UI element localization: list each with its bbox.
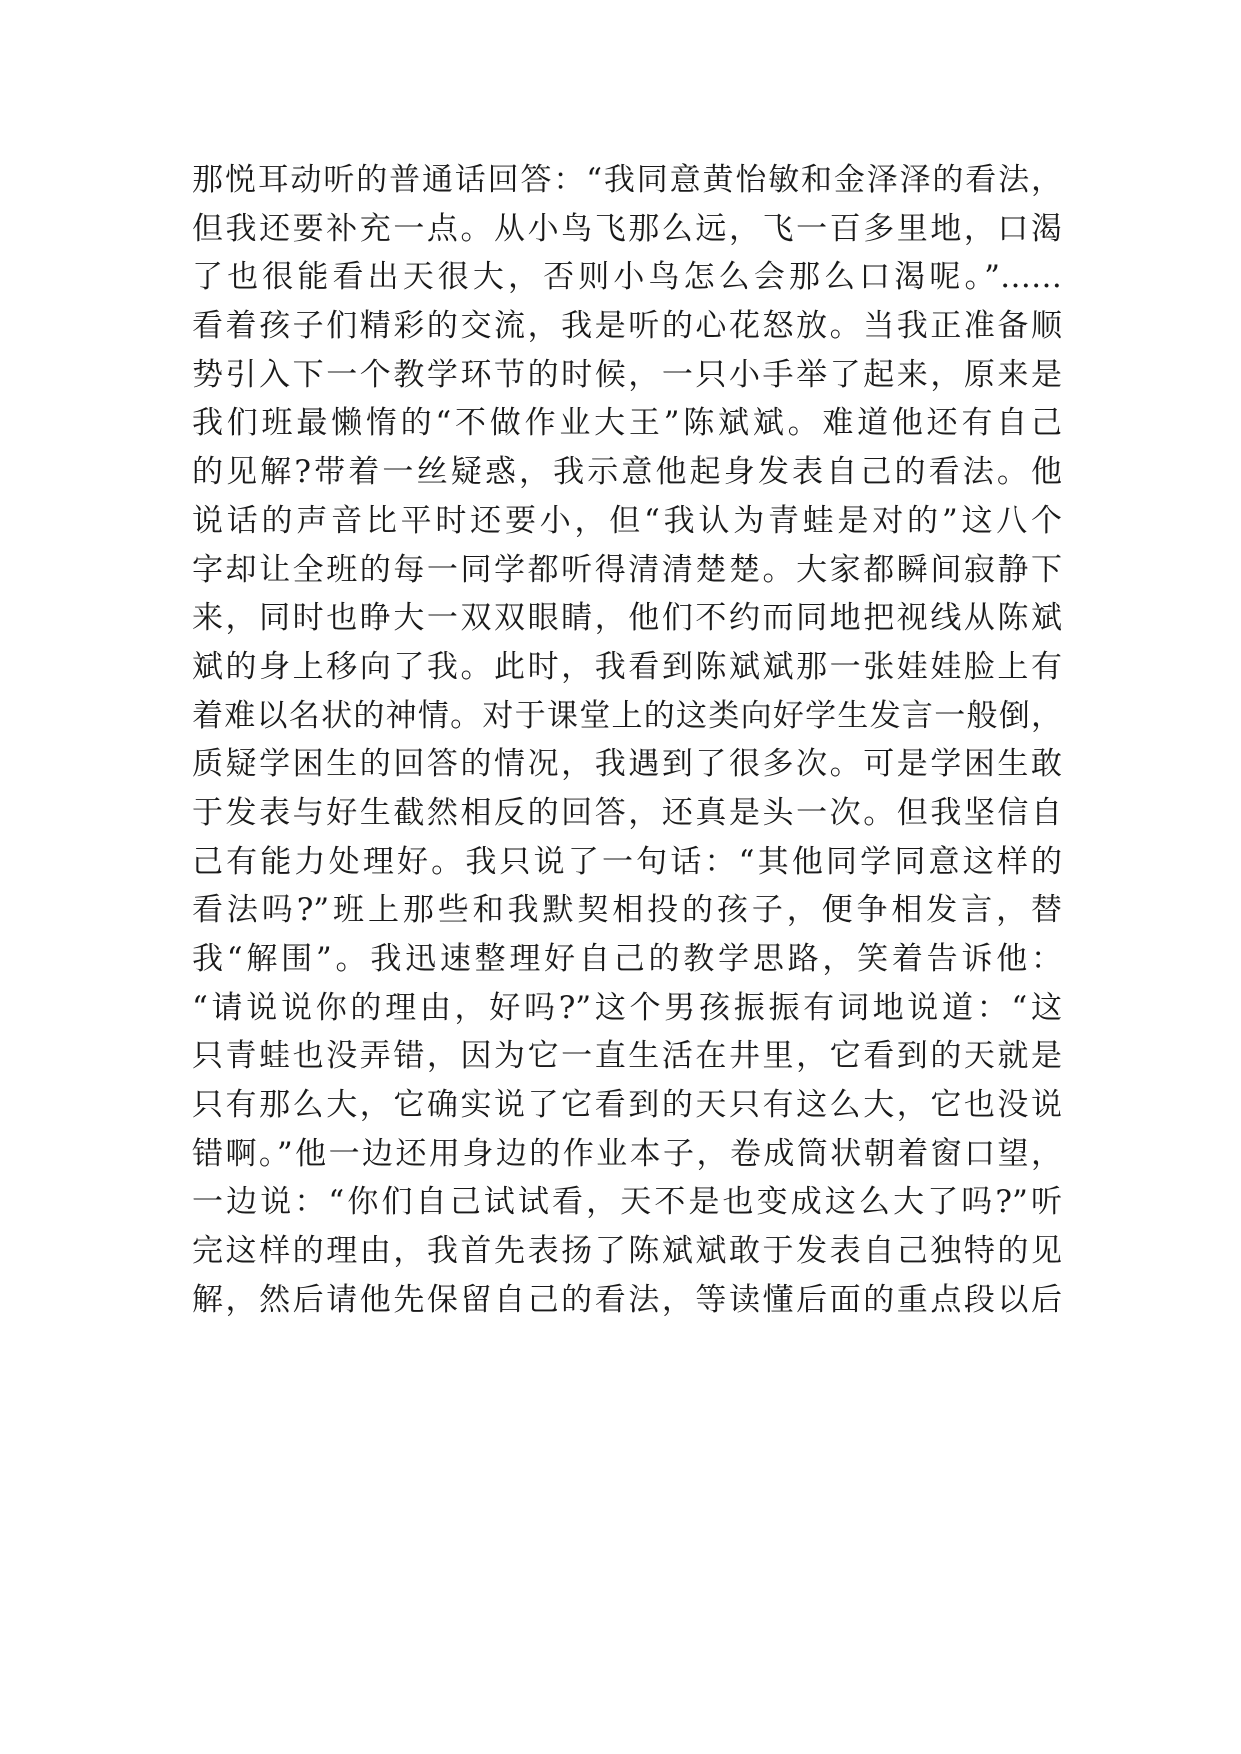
text-line-3: 了也很能看出天很大，否则小鸟怎么会那么口渴呢。”…… (192, 259, 1062, 296)
text-line-11: 斌的身上移向了我。此时，我看到陈斌斌那一张娃娃脸上有 (192, 648, 1062, 685)
text-line-22: 一边说：“你们自己试试看，天不是也变成这么大了吗?”听 (192, 1184, 1062, 1221)
text-line-13: 质疑学困生的回答的情况，我遇到了很多次。可是学困生敢 (192, 746, 1062, 783)
body-text (192, 156, 1062, 1325)
text-line-5: 势引入下一个教学环节的时候，一只小手举了起来，原来是 (192, 356, 1062, 393)
text-line-15: 己有能力处理好。我只说了一句话：“其他同学同意这样的 (192, 843, 1062, 880)
text-line-9: 字却让全班的每一同学都听得清清楚楚。大家都瞬间寂静下 (192, 551, 1062, 588)
text-line-21: 错啊。”他一边还用身边的作业本子，卷成筒状朝着窗口望， (192, 1135, 1062, 1172)
text-line-19: 只青蛙也没弄错，因为它一直生活在井里，它看到的天就是 (192, 1038, 1062, 1075)
text-line-14: 于发表与好生截然相反的回答，还真是头一次。但我坚信自 (192, 794, 1062, 831)
text-line-6: 我们班最懒惰的“不做作业大王”陈斌斌。难道他还有自己 (192, 405, 1062, 442)
text-line-24: 解，然后请他先保留自己的看法，等读懂后面的重点段以后 (192, 1281, 1062, 1318)
text-line-2: 但我还要补充一点。从小鸟飞那么远，飞一百多里地，口渴 (192, 210, 1062, 247)
text-line-16: 看法吗?”班上那些和我默契相投的孩子，便争相发言，替 (192, 892, 1062, 929)
text-line-12: 着难以名状的神情。对于课堂上的这类向好学生发言一般倒， (192, 697, 1062, 734)
text-line-23: 完这样的理由，我首先表扬了陈斌斌敢于发表自己独特的见 (192, 1233, 1062, 1270)
text-line-10: 来，同时也睁大一双双眼睛，他们不约而同地把视线从陈斌 (192, 600, 1062, 637)
text-line-20: 只有那么大，它确实说了它看到的天只有这么大，它也没说 (192, 1087, 1062, 1124)
text-line-8: 说话的声音比平时还要小，但“我认为青蛙是对的”这八个 (192, 502, 1062, 539)
text-line-17: 我“解围”。我迅速整理好自己的教学思路，笑着告诉他： (192, 941, 1062, 977)
text-line-4: 看着孩子们精彩的交流，我是听的心花怒放。当我正准备顺 (192, 308, 1062, 345)
text-line-18: “请说说你的理由，好吗?”这个男孩振振有词地说道：“这 (192, 989, 1062, 1026)
text-line-1: 那悦耳动听的普通话回答：“我同意黄怡敏和金泽泽的看法， (192, 162, 1062, 198)
text-line-7: 的见解?带着一丝疑惑，我示意他起身发表自己的看法。他 (192, 454, 1062, 491)
